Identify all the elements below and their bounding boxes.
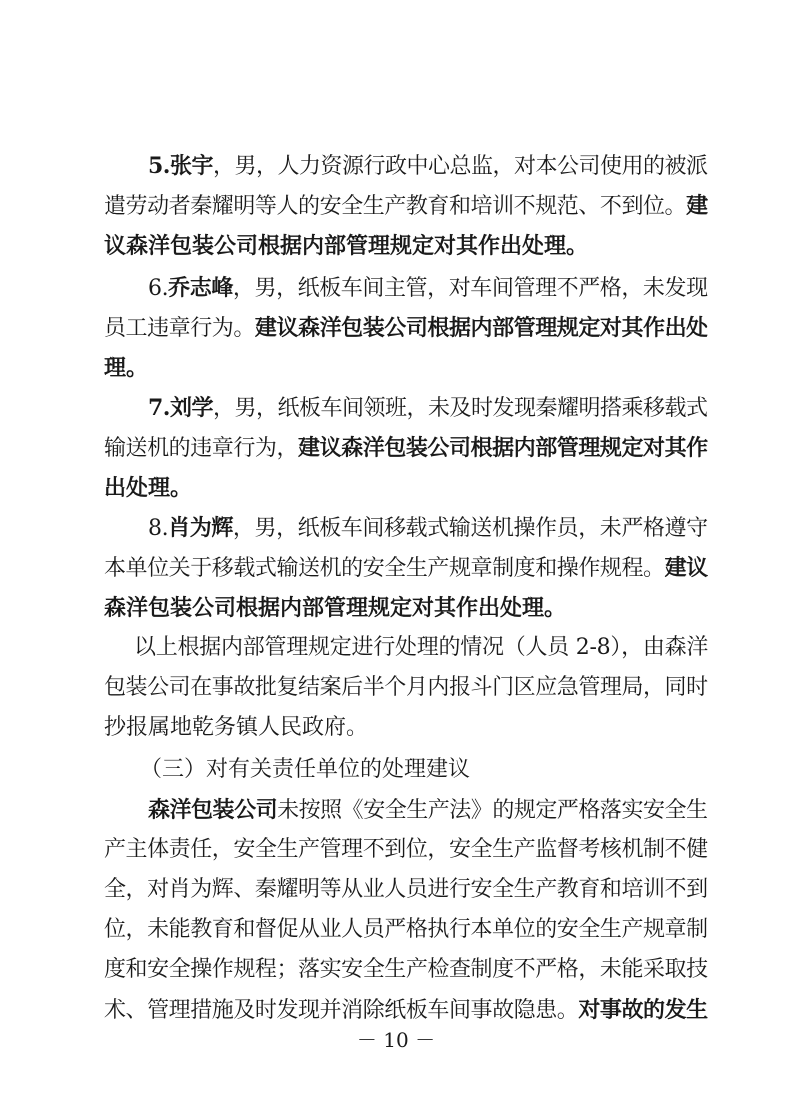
person-name: 5.张宇 [148,153,213,179]
person-name: 肖为辉 [168,515,233,541]
text-run: 输送机的违章行为， [104,436,299,461]
text-run: 未按照《安全生产法》的规定严格落实安全生 [277,798,708,823]
text-run-bold: 森洋包装公司根据内部管理规定对其作出处理。 [104,595,567,621]
text-run: ，男，纸板车间移载式输送机操作员，未严格遵守 [232,516,708,541]
text-run-bold: 建议森洋包装公司根据内部管理规定对其作 [298,435,708,461]
text-run: 度和安全操作规程；落实安全生产检查制度不严格，未能采取技 [104,957,708,982]
paragraph-line [104,668,708,708]
paragraph-line [148,790,708,830]
paragraph-line [104,830,708,870]
text-run-bold: 建议森洋包装公司根据内部管理规定对其作出处 [254,315,708,341]
text-run-bold: 建 [686,193,708,219]
text-run: 员工违章行为。 [104,316,255,341]
paragraph-line [148,268,708,308]
text-run: 以上根据内部管理规定进行处理的情况（人员 2-8），由森洋 [134,635,709,660]
paragraph-line [134,628,708,668]
text-run: 8. [148,516,169,541]
text-run: 位，未能教育和督促从业人员严格执行本单位的安全生产规章制 [104,917,708,942]
text-run: ，男，纸板车间领班，未及时发现秦耀明搭乘移载式 [212,396,708,421]
paragraph-line [104,226,708,266]
paragraph-line [104,588,708,628]
person-name: 乔志峰 [168,275,233,301]
text-run-bold: 建议 [664,555,708,581]
text-run: 本单位关于移载式输送机的安全生产规章制度和操作规程。 [104,556,665,581]
paragraph-line [148,508,708,548]
paragraph-line [104,548,708,588]
text-run-bold: 议森洋包装公司根据内部管理规定对其作出处理。 [104,233,589,259]
paragraph-line [148,146,708,186]
paragraph-line [148,388,708,428]
text-run: 产主体责任，安全生产管理不到位，安全生产监督考核机制不健 [104,837,708,862]
text-run: 6. [148,276,169,301]
text-run: 全，对肖为辉、秦耀明等从业人员进行安全生产教育和培训不到 [104,877,708,902]
text-run: ，男，纸板车间主管，对车间管理不严格，未发现 [232,276,708,301]
text-run: 抄报属地乾务镇人民政府。 [104,715,369,740]
paragraph-line [104,950,708,990]
text-run: 遣劳动者秦耀明等人的安全生产教育和培训不规范、不到位。 [104,194,687,219]
text-run: ，男，人力资源行政中心总监，对本公司使用的被派 [212,154,708,179]
paragraph-line [104,348,708,388]
paragraph-line [104,308,708,348]
person-name: 7.刘学 [148,395,213,421]
paragraph-line [104,708,708,748]
paragraph-line [104,910,708,950]
text-run-bold: 理。 [104,355,149,381]
paragraph-line [104,186,708,226]
text-run: 术、管理措施及时发现并消除纸板车间事故隐患。 [104,998,579,1023]
text-run: 包装公司在事故批复结案后半个月内报斗门区应急管理局，同时 [104,675,708,700]
paragraph-line [104,870,708,910]
section-heading [140,750,708,790]
page-number: － 10 － [356,1028,436,1052]
text-run-bold: 出处理。 [104,475,193,501]
paragraph-line [104,428,708,468]
text-run-bold: 对事故的发生 [578,997,708,1023]
section-heading-text: （三）对有关责任单位的处理建议 [140,757,471,782]
company-name: 森洋包装公司 [148,797,278,823]
paragraph-line [104,468,708,508]
